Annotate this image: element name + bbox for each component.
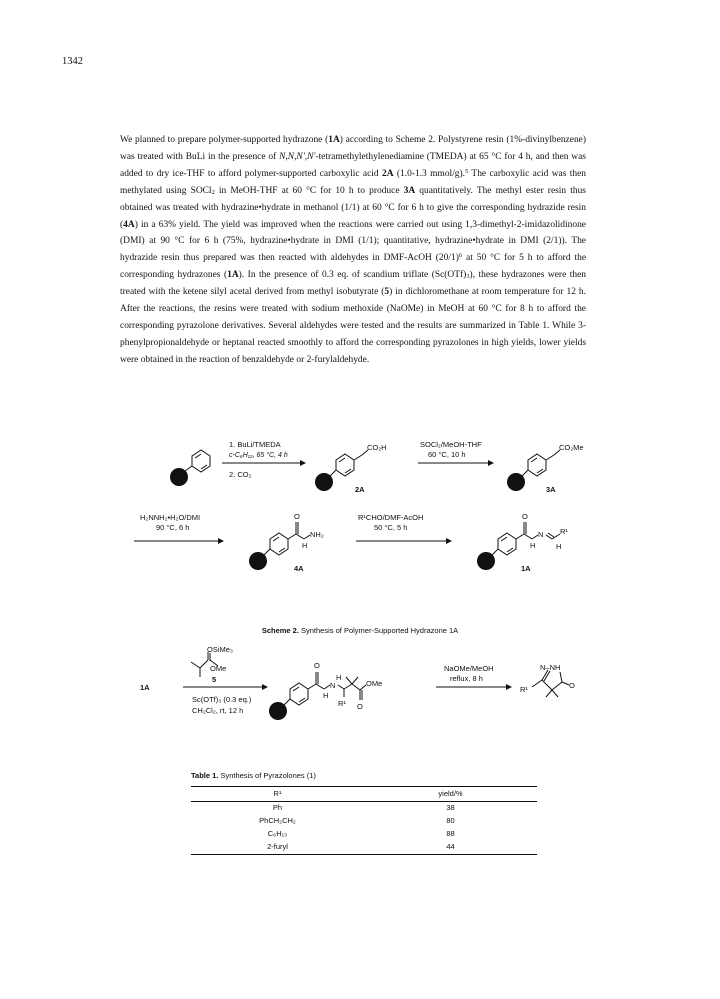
table-1-title-text: Synthesis of Pyrazolones (1) [218, 771, 316, 780]
label-2A: 2A [355, 485, 365, 494]
ome-label: OMe [210, 664, 227, 673]
cond-scandium: Sc(OTf)₃ (0.3 eq.) [192, 695, 252, 704]
table-row [191, 802, 537, 816]
intermediate-ome: OMe [366, 679, 383, 688]
paragraph-segment: 2A [382, 168, 394, 179]
intermediate-o: O [314, 661, 320, 670]
cell-r1: PhCH₂CH₂ [259, 816, 296, 825]
4A-carbonyl-o: O [294, 512, 300, 521]
paragraph-segment: (1.0-1.3 mmol/g). [393, 168, 465, 179]
1A-h: H [530, 541, 536, 550]
1A-r1: R¹ [560, 527, 568, 536]
label-1A: 1A [521, 564, 531, 573]
table-header-row [191, 787, 537, 802]
table-row [191, 815, 537, 828]
cell-r1: C₆H₁₃ [267, 829, 288, 838]
step1-condition-1: 1. BuLi/TMEDA [229, 440, 281, 449]
cell-yield: 38 [446, 803, 455, 812]
intermediate-o2: O [357, 702, 363, 711]
intermediate-h1: H [323, 691, 329, 700]
header-yield: yield/% [364, 787, 537, 802]
paragraph-segment: The carboxylic acid was then methylated using SOCl [120, 168, 586, 196]
step4-condition-2: 50 °C, 5 h [374, 523, 408, 532]
pyrazolone-r1: R¹ [520, 685, 528, 694]
paragraph-segment: 3A [403, 185, 416, 196]
pyrazolone-nnh: N–NH [540, 663, 561, 672]
paragraph-segment: 2 [211, 188, 215, 196]
step3-condition-2: 90 °C, 6 h [156, 523, 190, 532]
cell-r1: 2-furyl [191, 841, 364, 855]
paragraph-segment: ). In the presence of 0.3 eq. of scandium triflate (Sc(OTf) [238, 270, 467, 281]
step1-condition-3: 2. CO₂ [229, 470, 252, 479]
start-1A: 1A [140, 683, 150, 692]
1A-carbonyl-o: O [522, 512, 528, 521]
cell-yield: 44 [364, 841, 537, 855]
label-3A: 3A [546, 485, 556, 494]
label-4A: 4A [294, 564, 304, 573]
step2-condition-2: 60 °C, 10 h [428, 450, 466, 459]
intermediate-structure [269, 672, 366, 720]
paragraph-segment: in MeOH-THF at 60 °C for 10 h to produce [214, 185, 404, 196]
paragraph-segment: 5 [384, 287, 390, 298]
paragraph-segment: ) in a 63% yield. The yield was improved when the reactions were carried out using 1,3-dimethyl-2-imidazolidinone (DMI) at 90 °C for 6 h (75%, hydrazine•hydrate in DMI (1/1); quantitative, hydrazine•hydrate in DMI (2/1)). The hydrazide resin thus prepared was then reacted with aldehydes in DMF-AcOH (20/1) [120, 219, 586, 264]
page-number: 1342 [62, 56, 83, 67]
paragraph-segment: ), these hydrazones were then treated with the ketene silyl acetal derived from methyl isobutyrate ( [120, 270, 587, 298]
cond-reflux: reflux, 8 h [450, 674, 483, 683]
paragraph-segment: 4A [123, 219, 135, 230]
osime3-label: OSiMe₃ [207, 645, 233, 654]
scheme-2-caption-label: Scheme 2. [261, 626, 299, 635]
1A-n: N [538, 530, 544, 539]
paragraph-segment: 3 [466, 273, 470, 281]
paragraph-segment: -tetramethylethylenediamine (TMEDA) at 65 °C for 4 h, and then was added to dry ice-THF to afford polymer-supported carboxylic acid [120, 151, 586, 179]
cond-solvent: CH₂Cl₂, rt, 12 h [192, 706, 244, 715]
3A-co2me: CO₂Me [559, 443, 584, 452]
table-row [191, 841, 537, 855]
reagent-5-label: 5 [212, 675, 217, 684]
paragraph-segment: 1A [227, 270, 239, 281]
intermediate-h2: H [336, 673, 342, 682]
intermediate-n1: N [330, 681, 336, 690]
4A-nh2: NH₂ [310, 530, 324, 539]
pyrazolone-structure [532, 670, 569, 697]
table-row [191, 828, 537, 841]
paragraph-segment: 6 [458, 252, 463, 260]
step4-condition-1: R¹CHO/DMF-AcOH [358, 513, 424, 522]
4A-h: H [302, 541, 308, 550]
cond-naome: NaOMe/MeOH [444, 664, 494, 673]
1A-h2: H [556, 542, 562, 551]
table-1 [191, 786, 537, 855]
cell-yield: 88 [446, 829, 455, 838]
table-1-title [191, 771, 316, 780]
pyrazolone-o: O [569, 681, 575, 690]
cell-r1: Ph [272, 803, 283, 812]
2A-co2h: CO₂H [367, 443, 387, 452]
paragraph-segment: N,N,N',N' [279, 151, 316, 162]
paragraph-segment: at 50 °C for 5 h to afford the corresponding hydrazones ( [120, 253, 587, 281]
cell-yield: 80 [446, 816, 455, 825]
scheme-2-caption-text: Synthesis of Polymer-Supported Hydrazone 1A [298, 626, 459, 635]
table-1-title-label: Table 1. [191, 771, 219, 780]
paragraph-segment: 5 [465, 167, 469, 175]
paragraph-segment: We planned to prepare polymer-supported hydrazone ( [120, 135, 329, 145]
header-r1: R¹ [191, 787, 364, 802]
step2-condition-1: SOCl₂/MeOH-THF [420, 440, 482, 449]
step3-condition-1: H₂NNH₂•H₂O/DMI [140, 513, 201, 522]
paragraph-segment: quantitatively. The methyl ester resin thus obtained was treated with hydrazine•hydrate in methanol (1/1) at 60 °C for 6 h to give the corresponding hydrazide resin ( [120, 185, 586, 230]
paragraph-segment: 1A [328, 135, 340, 145]
intermediate-r1: R¹ [338, 699, 346, 708]
step1-condition-2: c-C₆H₁₂, 65 °C, 4 h [229, 452, 288, 459]
paragraph-segment: ) in dichloromethane at room temperature for 12 h. After the reactions, the resins were treated with sodium methoxide (NaOMe) in MeOH at 60 °C for 8 h to afford the corresponding pyrazolone derivatives. Several aldehydes were tested and the results are summarized in Table 1. While 3-phenylpropionaldehyde or heptanal reacted smoothly to afford the corresponding pyrazolones in high yields, lower yields were obtained in the reaction of benzaldehyde or 2-furylaldehyde. [120, 287, 586, 365]
paragraph-segment: ) according to Scheme 2. Polystyrene resin (1%-divinylbenzene) was treated with BuLi in the presence of [120, 135, 586, 162]
